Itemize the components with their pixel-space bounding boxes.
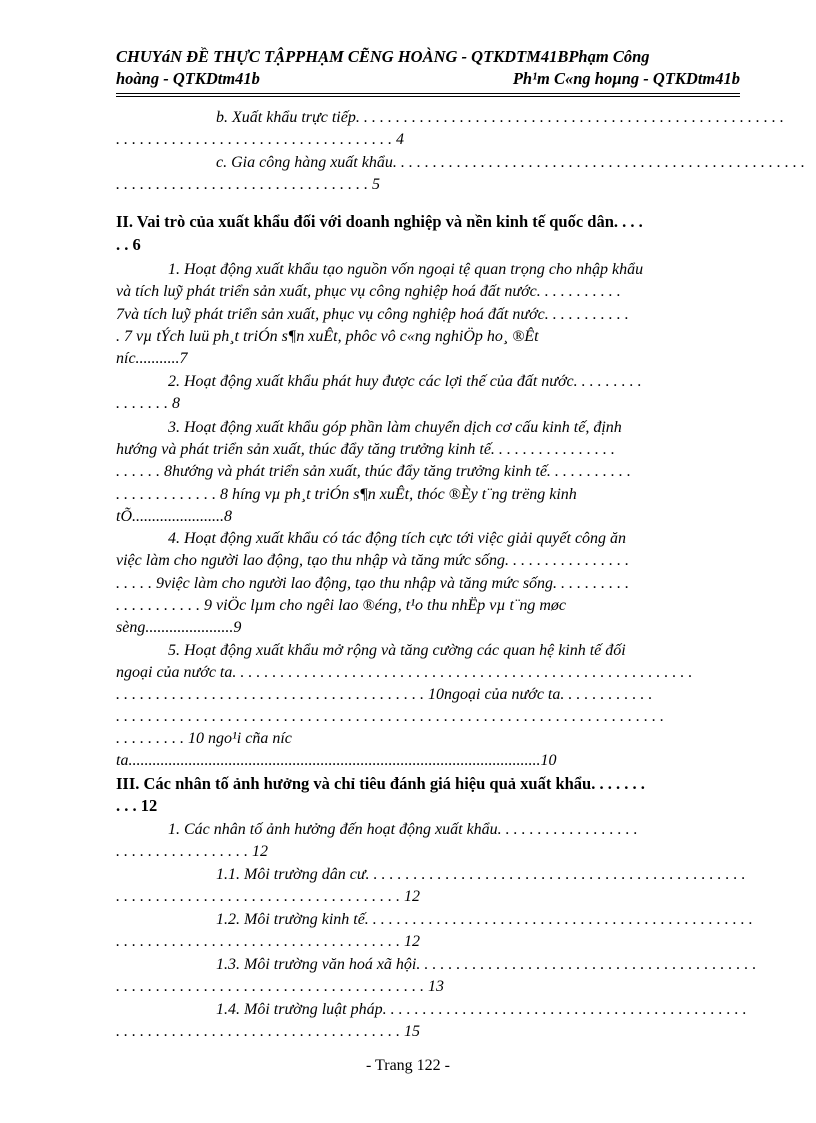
toc-section-ii-page: . . 6 — [116, 235, 141, 254]
toc-entry-iii-1-1[interactable]: 1.1. Môi trường dân cư. . . . . . . . . . . . . . . . . . . . . . . . . . . . . . . . . . . . . . . . . . . . . . . . — [216, 866, 746, 883]
toc-entry-ii-1-garbled-end: níc...........7 — [116, 350, 188, 367]
toc-section-ii[interactable]: II. Vai trò của xuất khẩu đối với doanh nghiệp và nền kinh tế quốc dân. . . . — [116, 212, 643, 231]
header-rule-thick — [116, 93, 740, 94]
toc-entry-iii-1-3-page: . . . . . . . . . . . . . . . . . . . . . . . . . . . . . . . . . . . . . . . 13 — [116, 978, 444, 995]
toc-entry-ii-5-garbled-end: ta.......................................................................................................10 — [116, 752, 557, 769]
toc-entry-ii-5[interactable]: 5. Hoạt động xuất khẩu mở rộng và tăng cường các quan hệ kinh tế đối — [168, 642, 626, 659]
toc-entry-ii-4-garbled: . . . . . . . . . . . 9 viÖc lµm cho ngêi lao ®éng, t¹o thu nhËp vµ t¨ng møc — [116, 597, 566, 614]
toc-entry-iii-1-2-page: . . . . . . . . . . . . . . . . . . . . . . . . . . . . . . . . . . . . 12 — [116, 933, 420, 950]
toc-entry-iii-1-4[interactable]: 1.4. Môi trường luật pháp. . . . . . . . . . . . . . . . . . . . . . . . . . . . . . . . . . . . . . . . . . . . . . — [216, 1001, 747, 1018]
toc-entry-ii-3-cont: hướng và phát triển sản xuất, thúc đẩy tăng trưởng kinh tế. . . . . . . . . . . . . . . . — [116, 441, 615, 458]
toc-entry-ii-4-garbled-end: sèng......................9 — [116, 619, 242, 636]
toc-entry-ii-1-cont: và tích luỹ phát triển sản xuất, phục vụ công nghiệp hoá đất nước. . . . . . . . . . . — [116, 283, 621, 300]
toc-entry-1b[interactable]: b. Xuất khẩu trực tiếp. . . . . . . . . . . . . . . . . . . . . . . . . . . . . . . . . . . . . . . . . . . . . . . . . . . . . . — [216, 109, 784, 126]
toc-entry-iii-1-1-page: . . . . . . . . . . . . . . . . . . . . . . . . . . . . . . . . . . . . 12 — [116, 888, 420, 905]
toc-entry-ii-5-cont: ngoại của nước ta. . . . . . . . . . . . . . . . . . . . . . . . . . . . . . . . . . . . . . . . . . . . . . . . . . . . . . . . . . — [116, 664, 693, 681]
header-line-2 — [116, 68, 740, 90]
page-header — [116, 46, 740, 90]
toc-entry-iii-1-page: . . . . . . . . . . . . . . . . . 12 — [116, 843, 268, 860]
header-rule-thin — [116, 96, 740, 97]
header-right-text: Ph¹m C«ng hoµng - QTKDtm41b — [512, 69, 740, 88]
toc-entry-iii-1-4-page: . . . . . . . . . . . . . . . . . . . . . . . . . . . . . . . . . . . . 15 — [116, 1023, 420, 1040]
toc-entry-iii-1[interactable]: 1. Các nhân tố ảnh hưởng đến hoạt động xuất khẩu. . . . . . . . . . . . . . . . . . — [168, 821, 638, 838]
toc-entry-ii-5-dots: . . . . . . . . . . . . . . . . . . . . . . . . . . . . . . . . . . . . . . . . . . . . . . . . . . . . . . . . . . . . . . . . . . . . . — [116, 708, 664, 725]
header-line-1: CHUYáN ĐỀ THỰC TẬPPHẠM CẼNG HOÀNG - QTKDTM41BPhạm Công — [116, 47, 650, 66]
toc-entry-ii-2-page: . . . . . . . 8 — [116, 395, 180, 412]
toc-entry-1c-page: . . . . . . . . . . . . . . . . . . . . . . . . . . . . . . . . 5 — [116, 176, 380, 193]
toc-entry-1c[interactable]: c. Gia công hàng xuất khẩu. . . . . . . . . . . . . . . . . . . . . . . . . . . . . . . . . . . . . . . . . . . . . . . . . . . . — [216, 154, 805, 171]
toc-entry-ii-5-garbled: . . . . . . . . . 10 ngo¹i cña níc — [116, 730, 292, 747]
toc-entry-ii-3-dup: . . . . . . 8hướng và phát triển sản xuất, thúc đẩy tăng trưởng kinh tế. . . . . . . . . . . — [116, 463, 631, 480]
page-number: - Trang 122 - — [365, 1057, 450, 1074]
toc-entry-ii-1-garbled: . 7 vµ tÝch luü ph¸t triÓn s¶n xuÊt, phôc vô c«ng nghiÖp ho¸ ®Êt — [116, 328, 539, 345]
toc-entry-iii-1-2[interactable]: 1.2. Môi trường kinh tế. . . . . . . . . . . . . . . . . . . . . . . . . . . . . . . . . . . . . . . . . . . . . . . . . — [216, 911, 753, 928]
toc-entry-1b-page: . . . . . . . . . . . . . . . . . . . . . . . . . . . . . . . . . . . 4 — [116, 131, 404, 148]
toc-entry-ii-3[interactable]: 3. Hoạt động xuất khẩu góp phần làm chuyển dịch cơ cấu kinh tế, định — [168, 419, 622, 436]
toc-entry-ii-5-dup: . . . . . . . . . . . . . . . . . . . . . . . . . . . . . . . . . . . . . . . 10ngoại của nước ta. . . . . . . . . . . . — [116, 686, 653, 703]
toc-entry-ii-1[interactable]: 1. Hoạt động xuất khẩu tạo nguồn vốn ngoại tệ quan trọng cho nhập khẩu — [168, 261, 644, 278]
toc-section-iii-page: . . . 12 — [116, 796, 158, 815]
toc-entry-iii-1-3[interactable]: 1.3. Môi trường văn hoá xã hội. . . . . . . . . . . . . . . . . . . . . . . . . . . . . . . . . . . . . . . . . . . — [216, 956, 757, 973]
toc-entry-ii-3-garbled: . . . . . . . . . . . . . 8 híng vµ ph¸t triÓn s¶n xuÊt, thóc ®Èy t¨ng trëng kinh — [116, 486, 577, 503]
toc-entry-ii-4[interactable]: 4. Hoạt động xuất khẩu có tác động tích cực tới việc giải quyết công ăn — [168, 530, 627, 547]
toc-entry-ii-4-cont: việc làm cho người lao động, tạo thu nhập và tăng mức sống. . . . . . . . . . . . . . . . — [116, 552, 630, 569]
toc-section-iii[interactable]: III. Các nhân tố ảnh hưởng và chỉ tiêu đánh giá hiệu quả xuất khẩu. . . . . . . — [116, 774, 645, 793]
toc-entry-ii-1-dup: 7và tích luỹ phát triển sản xuất, phục vụ công nghiệp hoá đất nước. . . . . . . . . . . — [116, 306, 629, 323]
toc-entry-ii-4-dup: . . . . . 9việc làm cho người lao động, tạo thu nhập và tăng mức sống. . . . . . . . . . — [116, 575, 630, 592]
toc-entry-ii-2[interactable]: 2. Hoạt động xuất khẩu phát huy được các lợi thế của đất nước. . . . . . . . . — [168, 373, 642, 390]
header-left-text: hoàng - QTKDtm41b — [116, 69, 260, 88]
toc-entry-ii-3-garbled-end: tÕ.......................8 — [116, 508, 232, 525]
